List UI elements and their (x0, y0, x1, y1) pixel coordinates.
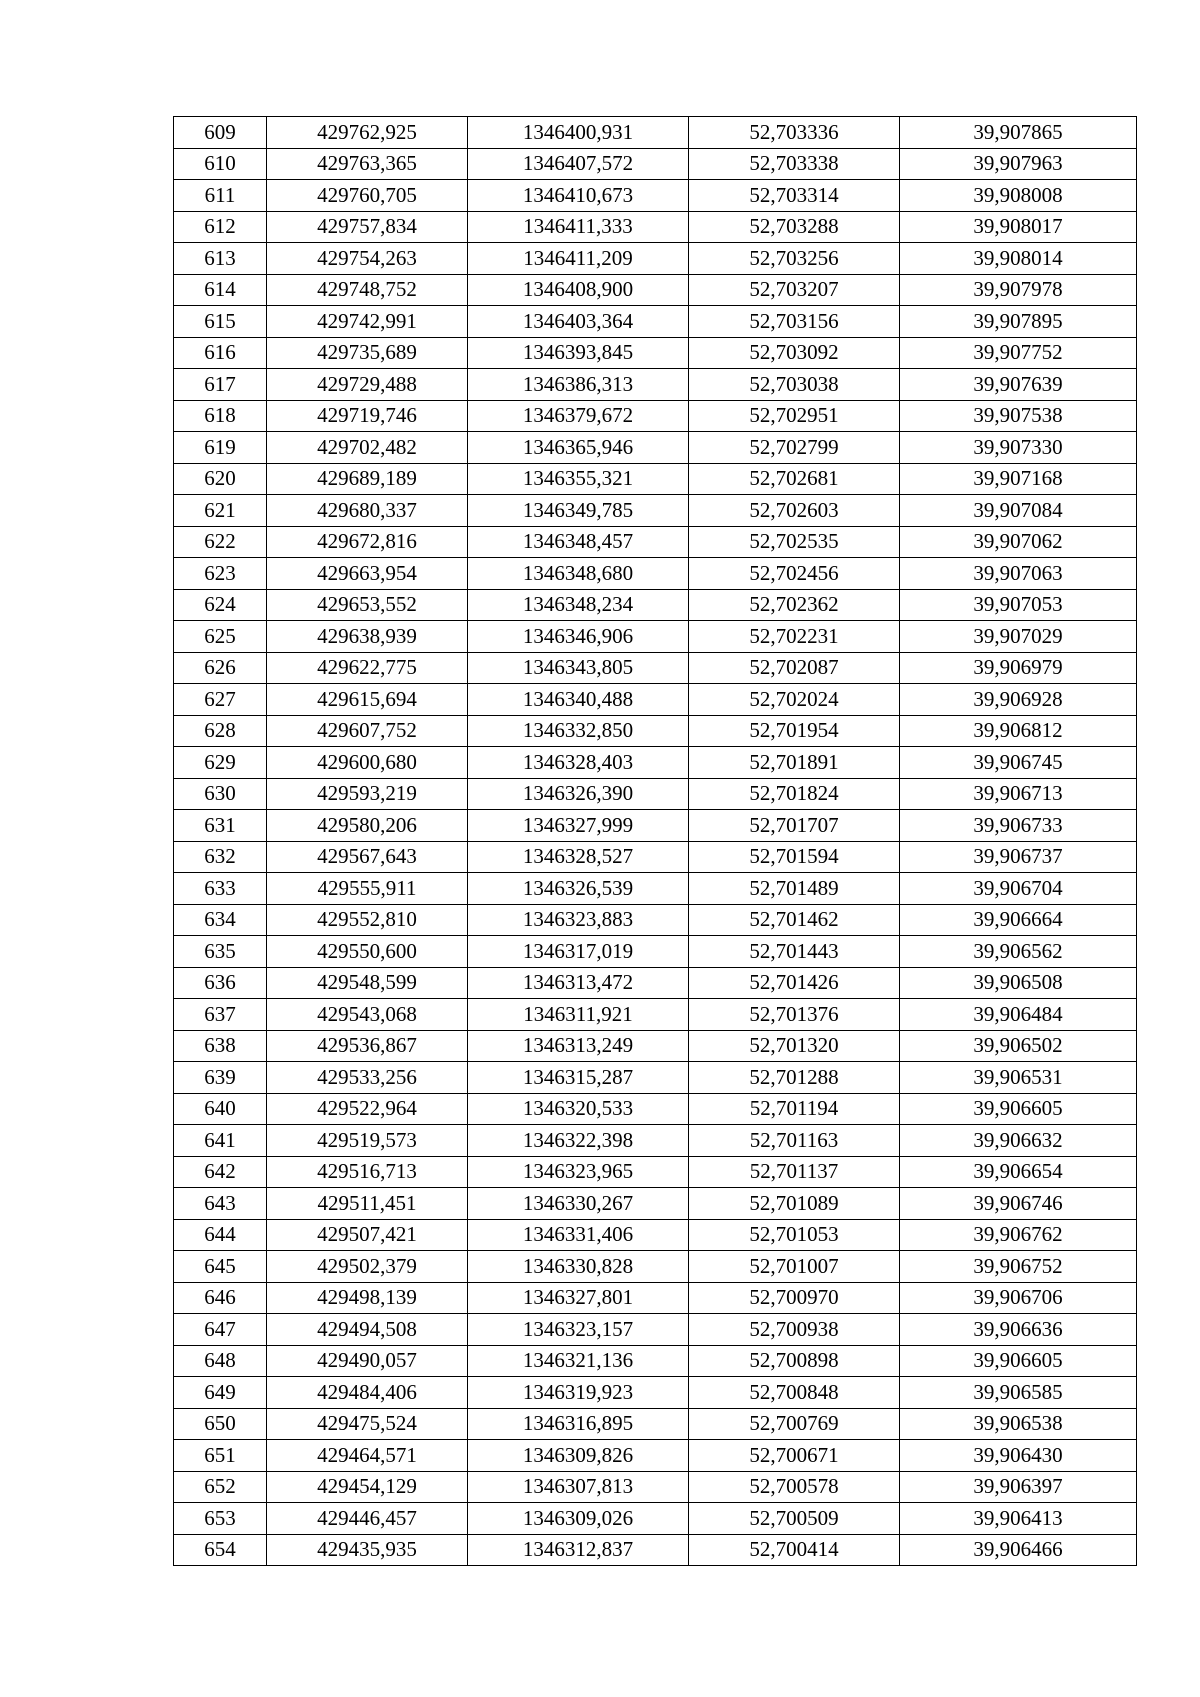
point-number-cell: 618 (174, 400, 267, 432)
x-coordinate-cell: 429622,775 (267, 652, 468, 684)
longitude-cell: 39,906413 (900, 1503, 1137, 1535)
latitude-cell: 52,703314 (689, 180, 900, 212)
point-number-cell: 626 (174, 652, 267, 684)
y-coordinate-cell: 1346348,457 (468, 526, 689, 558)
y-coordinate-cell: 1346316,895 (468, 1408, 689, 1440)
point-number-cell: 629 (174, 747, 267, 779)
latitude-cell: 52,703338 (689, 148, 900, 180)
y-coordinate-cell: 1346403,364 (468, 306, 689, 338)
latitude-cell: 52,700578 (689, 1471, 900, 1503)
longitude-cell: 39,906713 (900, 778, 1137, 810)
x-coordinate-cell: 429748,752 (267, 274, 468, 306)
latitude-cell: 52,701163 (689, 1125, 900, 1157)
y-coordinate-cell: 1346400,931 (468, 117, 689, 149)
longitude-cell: 39,907538 (900, 400, 1137, 432)
latitude-cell: 52,701053 (689, 1219, 900, 1251)
y-coordinate-cell: 1346379,672 (468, 400, 689, 432)
x-coordinate-cell: 429607,752 (267, 715, 468, 747)
table-row (174, 778, 1137, 810)
coordinates-table (173, 116, 1137, 1566)
longitude-cell: 39,907330 (900, 432, 1137, 464)
x-coordinate-cell: 429760,705 (267, 180, 468, 212)
point-number-cell: 610 (174, 148, 267, 180)
table-row (174, 148, 1137, 180)
y-coordinate-cell: 1346330,828 (468, 1251, 689, 1283)
longitude-cell: 39,906484 (900, 999, 1137, 1031)
x-coordinate-cell: 429754,263 (267, 243, 468, 275)
table-row (174, 1503, 1137, 1535)
latitude-cell: 52,702024 (689, 684, 900, 716)
y-coordinate-cell: 1346332,850 (468, 715, 689, 747)
latitude-cell: 52,701891 (689, 747, 900, 779)
latitude-cell: 52,700671 (689, 1440, 900, 1472)
table-row (174, 1062, 1137, 1094)
y-coordinate-cell: 1346317,019 (468, 936, 689, 968)
y-coordinate-cell: 1346348,680 (468, 558, 689, 590)
table-row (174, 1471, 1137, 1503)
y-coordinate-cell: 1346312,837 (468, 1534, 689, 1566)
longitude-cell: 39,906664 (900, 904, 1137, 936)
x-coordinate-cell: 429742,991 (267, 306, 468, 338)
x-coordinate-cell: 429464,571 (267, 1440, 468, 1472)
y-coordinate-cell: 1346365,946 (468, 432, 689, 464)
longitude-cell: 39,906430 (900, 1440, 1137, 1472)
longitude-cell: 39,907752 (900, 337, 1137, 369)
x-coordinate-cell: 429484,406 (267, 1377, 468, 1409)
y-coordinate-cell: 1346323,883 (468, 904, 689, 936)
latitude-cell: 52,702681 (689, 463, 900, 495)
x-coordinate-cell: 429548,599 (267, 967, 468, 999)
y-coordinate-cell: 1346393,845 (468, 337, 689, 369)
table-row (174, 652, 1137, 684)
x-coordinate-cell: 429543,068 (267, 999, 468, 1031)
latitude-cell: 52,701288 (689, 1062, 900, 1094)
table-row (174, 1345, 1137, 1377)
y-coordinate-cell: 1346348,234 (468, 589, 689, 621)
longitude-cell: 39,907063 (900, 558, 1137, 590)
x-coordinate-cell: 429475,524 (267, 1408, 468, 1440)
y-coordinate-cell: 1346340,488 (468, 684, 689, 716)
latitude-cell: 52,702799 (689, 432, 900, 464)
longitude-cell: 39,906508 (900, 967, 1137, 999)
table-row (174, 1125, 1137, 1157)
latitude-cell: 52,700769 (689, 1408, 900, 1440)
longitude-cell: 39,907963 (900, 148, 1137, 180)
table-row (174, 369, 1137, 401)
point-number-cell: 624 (174, 589, 267, 621)
point-number-cell: 628 (174, 715, 267, 747)
point-number-cell: 644 (174, 1219, 267, 1251)
point-number-cell: 633 (174, 873, 267, 905)
point-number-cell: 613 (174, 243, 267, 275)
point-number-cell: 619 (174, 432, 267, 464)
point-number-cell: 631 (174, 810, 267, 842)
table-row (174, 1282, 1137, 1314)
latitude-cell: 52,701320 (689, 1030, 900, 1062)
y-coordinate-cell: 1346386,313 (468, 369, 689, 401)
longitude-cell: 39,906737 (900, 841, 1137, 873)
y-coordinate-cell: 1346309,826 (468, 1440, 689, 1472)
x-coordinate-cell: 429494,508 (267, 1314, 468, 1346)
x-coordinate-cell: 429762,925 (267, 117, 468, 149)
table-row (174, 999, 1137, 1031)
longitude-cell: 39,906605 (900, 1345, 1137, 1377)
x-coordinate-cell: 429498,139 (267, 1282, 468, 1314)
table-row (174, 180, 1137, 212)
longitude-cell: 39,907029 (900, 621, 1137, 653)
longitude-cell: 39,906733 (900, 810, 1137, 842)
y-coordinate-cell: 1346331,406 (468, 1219, 689, 1251)
table-row (174, 841, 1137, 873)
point-number-cell: 651 (174, 1440, 267, 1472)
latitude-cell: 52,701824 (689, 778, 900, 810)
latitude-cell: 52,702456 (689, 558, 900, 590)
latitude-cell: 52,700970 (689, 1282, 900, 1314)
y-coordinate-cell: 1346407,572 (468, 148, 689, 180)
point-number-cell: 630 (174, 778, 267, 810)
y-coordinate-cell: 1346326,390 (468, 778, 689, 810)
point-number-cell: 638 (174, 1030, 267, 1062)
point-number-cell: 611 (174, 180, 267, 212)
latitude-cell: 52,703156 (689, 306, 900, 338)
latitude-cell: 52,700414 (689, 1534, 900, 1566)
longitude-cell: 39,907062 (900, 526, 1137, 558)
y-coordinate-cell: 1346408,900 (468, 274, 689, 306)
table-row (174, 1314, 1137, 1346)
x-coordinate-cell: 429490,057 (267, 1345, 468, 1377)
point-number-cell: 634 (174, 904, 267, 936)
table-row (174, 621, 1137, 653)
point-number-cell: 621 (174, 495, 267, 527)
x-coordinate-cell: 429638,939 (267, 621, 468, 653)
y-coordinate-cell: 1346321,136 (468, 1345, 689, 1377)
y-coordinate-cell: 1346327,801 (468, 1282, 689, 1314)
table-row (174, 243, 1137, 275)
y-coordinate-cell: 1346309,026 (468, 1503, 689, 1535)
y-coordinate-cell: 1346313,249 (468, 1030, 689, 1062)
x-coordinate-cell: 429454,129 (267, 1471, 468, 1503)
longitude-cell: 39,907084 (900, 495, 1137, 527)
point-number-cell: 645 (174, 1251, 267, 1283)
y-coordinate-cell: 1346330,267 (468, 1188, 689, 1220)
longitude-cell: 39,906745 (900, 747, 1137, 779)
x-coordinate-cell: 429672,816 (267, 526, 468, 558)
table-row (174, 274, 1137, 306)
point-number-cell: 623 (174, 558, 267, 590)
table-row (174, 495, 1137, 527)
x-coordinate-cell: 429552,810 (267, 904, 468, 936)
point-number-cell: 643 (174, 1188, 267, 1220)
x-coordinate-cell: 429536,867 (267, 1030, 468, 1062)
latitude-cell: 52,702231 (689, 621, 900, 653)
x-coordinate-cell: 429446,457 (267, 1503, 468, 1535)
point-number-cell: 648 (174, 1345, 267, 1377)
x-coordinate-cell: 429653,552 (267, 589, 468, 621)
y-coordinate-cell: 1346311,921 (468, 999, 689, 1031)
table-row (174, 463, 1137, 495)
latitude-cell: 52,703256 (689, 243, 900, 275)
latitude-cell: 52,701954 (689, 715, 900, 747)
y-coordinate-cell: 1346328,403 (468, 747, 689, 779)
longitude-cell: 39,906562 (900, 936, 1137, 968)
longitude-cell: 39,906466 (900, 1534, 1137, 1566)
table-row (174, 337, 1137, 369)
table-row (174, 1188, 1137, 1220)
table-row (174, 1440, 1137, 1472)
y-coordinate-cell: 1346349,785 (468, 495, 689, 527)
latitude-cell: 52,701462 (689, 904, 900, 936)
longitude-cell: 39,906928 (900, 684, 1137, 716)
y-coordinate-cell: 1346327,999 (468, 810, 689, 842)
table-row (174, 306, 1137, 338)
longitude-cell: 39,906531 (900, 1062, 1137, 1094)
x-coordinate-cell: 429435,935 (267, 1534, 468, 1566)
latitude-cell: 52,701376 (689, 999, 900, 1031)
x-coordinate-cell: 429580,206 (267, 810, 468, 842)
y-coordinate-cell: 1346343,805 (468, 652, 689, 684)
table-row (174, 558, 1137, 590)
point-number-cell: 614 (174, 274, 267, 306)
point-number-cell: 640 (174, 1093, 267, 1125)
y-coordinate-cell: 1346315,287 (468, 1062, 689, 1094)
latitude-cell: 52,701707 (689, 810, 900, 842)
y-coordinate-cell: 1346322,398 (468, 1125, 689, 1157)
point-number-cell: 639 (174, 1062, 267, 1094)
table-row (174, 1377, 1137, 1409)
point-number-cell: 641 (174, 1125, 267, 1157)
y-coordinate-cell: 1346323,157 (468, 1314, 689, 1346)
longitude-cell: 39,907865 (900, 117, 1137, 149)
y-coordinate-cell: 1346328,527 (468, 841, 689, 873)
y-coordinate-cell: 1346307,813 (468, 1471, 689, 1503)
x-coordinate-cell: 429763,365 (267, 148, 468, 180)
point-number-cell: 637 (174, 999, 267, 1031)
latitude-cell: 52,702087 (689, 652, 900, 684)
y-coordinate-cell: 1346323,965 (468, 1156, 689, 1188)
table-row (174, 936, 1137, 968)
table-row (174, 684, 1137, 716)
point-number-cell: 620 (174, 463, 267, 495)
table-row (174, 211, 1137, 243)
latitude-cell: 52,701007 (689, 1251, 900, 1283)
longitude-cell: 39,907168 (900, 463, 1137, 495)
longitude-cell: 39,908014 (900, 243, 1137, 275)
latitude-cell: 52,700848 (689, 1377, 900, 1409)
longitude-cell: 39,906706 (900, 1282, 1137, 1314)
latitude-cell: 52,700509 (689, 1503, 900, 1535)
x-coordinate-cell: 429550,600 (267, 936, 468, 968)
longitude-cell: 39,906812 (900, 715, 1137, 747)
latitude-cell: 52,703207 (689, 274, 900, 306)
table-row (174, 1219, 1137, 1251)
x-coordinate-cell: 429519,573 (267, 1125, 468, 1157)
point-number-cell: 612 (174, 211, 267, 243)
y-coordinate-cell: 1346410,673 (468, 180, 689, 212)
longitude-cell: 39,907895 (900, 306, 1137, 338)
point-number-cell: 649 (174, 1377, 267, 1409)
table-row (174, 1251, 1137, 1283)
table-row (174, 432, 1137, 464)
point-number-cell: 654 (174, 1534, 267, 1566)
table-row (174, 589, 1137, 621)
point-number-cell: 646 (174, 1282, 267, 1314)
x-coordinate-cell: 429702,482 (267, 432, 468, 464)
longitude-cell: 39,907978 (900, 274, 1137, 306)
latitude-cell: 52,701089 (689, 1188, 900, 1220)
longitude-cell: 39,906762 (900, 1219, 1137, 1251)
y-coordinate-cell: 1346320,533 (468, 1093, 689, 1125)
y-coordinate-cell: 1346319,923 (468, 1377, 689, 1409)
longitude-cell: 39,906397 (900, 1471, 1137, 1503)
point-number-cell: 652 (174, 1471, 267, 1503)
longitude-cell: 39,906979 (900, 652, 1137, 684)
table-row (174, 1534, 1137, 1566)
x-coordinate-cell: 429502,379 (267, 1251, 468, 1283)
point-number-cell: 625 (174, 621, 267, 653)
y-coordinate-cell: 1346326,539 (468, 873, 689, 905)
table-row (174, 117, 1137, 149)
latitude-cell: 52,701426 (689, 967, 900, 999)
latitude-cell: 52,703092 (689, 337, 900, 369)
y-coordinate-cell: 1346313,472 (468, 967, 689, 999)
table-row (174, 967, 1137, 999)
point-number-cell: 650 (174, 1408, 267, 1440)
point-number-cell: 627 (174, 684, 267, 716)
point-number-cell: 622 (174, 526, 267, 558)
y-coordinate-cell: 1346355,321 (468, 463, 689, 495)
x-coordinate-cell: 429567,643 (267, 841, 468, 873)
point-number-cell: 609 (174, 117, 267, 149)
latitude-cell: 52,701489 (689, 873, 900, 905)
table-row (174, 747, 1137, 779)
table-row (174, 715, 1137, 747)
x-coordinate-cell: 429600,680 (267, 747, 468, 779)
x-coordinate-cell: 429511,451 (267, 1188, 468, 1220)
longitude-cell: 39,906636 (900, 1314, 1137, 1346)
x-coordinate-cell: 429729,488 (267, 369, 468, 401)
longitude-cell: 39,906585 (900, 1377, 1137, 1409)
point-number-cell: 642 (174, 1156, 267, 1188)
longitude-cell: 39,906605 (900, 1093, 1137, 1125)
y-coordinate-cell: 1346411,333 (468, 211, 689, 243)
point-number-cell: 616 (174, 337, 267, 369)
table-row (174, 810, 1137, 842)
table-row (174, 1093, 1137, 1125)
table-row (174, 1156, 1137, 1188)
longitude-cell: 39,906502 (900, 1030, 1137, 1062)
longitude-cell: 39,906704 (900, 873, 1137, 905)
latitude-cell: 52,702603 (689, 495, 900, 527)
longitude-cell: 39,907053 (900, 589, 1137, 621)
longitude-cell: 39,906632 (900, 1125, 1137, 1157)
table-row (174, 1408, 1137, 1440)
point-number-cell: 647 (174, 1314, 267, 1346)
coordinates-table-body (174, 117, 1137, 1566)
x-coordinate-cell: 429533,256 (267, 1062, 468, 1094)
latitude-cell: 52,703336 (689, 117, 900, 149)
latitude-cell: 52,701443 (689, 936, 900, 968)
longitude-cell: 39,906752 (900, 1251, 1137, 1283)
table-row (174, 904, 1137, 936)
x-coordinate-cell: 429689,189 (267, 463, 468, 495)
x-coordinate-cell: 429593,219 (267, 778, 468, 810)
longitude-cell: 39,906746 (900, 1188, 1137, 1220)
latitude-cell: 52,702362 (689, 589, 900, 621)
point-number-cell: 632 (174, 841, 267, 873)
latitude-cell: 52,701137 (689, 1156, 900, 1188)
table-row (174, 1030, 1137, 1062)
table-row (174, 400, 1137, 432)
latitude-cell: 52,703038 (689, 369, 900, 401)
latitude-cell: 52,701194 (689, 1093, 900, 1125)
longitude-cell: 39,906538 (900, 1408, 1137, 1440)
x-coordinate-cell: 429735,689 (267, 337, 468, 369)
latitude-cell: 52,700898 (689, 1345, 900, 1377)
point-number-cell: 617 (174, 369, 267, 401)
point-number-cell: 653 (174, 1503, 267, 1535)
x-coordinate-cell: 429615,694 (267, 684, 468, 716)
latitude-cell: 52,702951 (689, 400, 900, 432)
longitude-cell: 39,907639 (900, 369, 1137, 401)
longitude-cell: 39,908008 (900, 180, 1137, 212)
x-coordinate-cell: 429680,337 (267, 495, 468, 527)
point-number-cell: 635 (174, 936, 267, 968)
table-row (174, 526, 1137, 558)
longitude-cell: 39,908017 (900, 211, 1137, 243)
x-coordinate-cell: 429522,964 (267, 1093, 468, 1125)
table-row (174, 873, 1137, 905)
latitude-cell: 52,703288 (689, 211, 900, 243)
latitude-cell: 52,700938 (689, 1314, 900, 1346)
x-coordinate-cell: 429516,713 (267, 1156, 468, 1188)
latitude-cell: 52,701594 (689, 841, 900, 873)
point-number-cell: 615 (174, 306, 267, 338)
x-coordinate-cell: 429719,746 (267, 400, 468, 432)
point-number-cell: 636 (174, 967, 267, 999)
x-coordinate-cell: 429757,834 (267, 211, 468, 243)
x-coordinate-cell: 429555,911 (267, 873, 468, 905)
y-coordinate-cell: 1346411,209 (468, 243, 689, 275)
y-coordinate-cell: 1346346,906 (468, 621, 689, 653)
x-coordinate-cell: 429507,421 (267, 1219, 468, 1251)
x-coordinate-cell: 429663,954 (267, 558, 468, 590)
latitude-cell: 52,702535 (689, 526, 900, 558)
longitude-cell: 39,906654 (900, 1156, 1137, 1188)
